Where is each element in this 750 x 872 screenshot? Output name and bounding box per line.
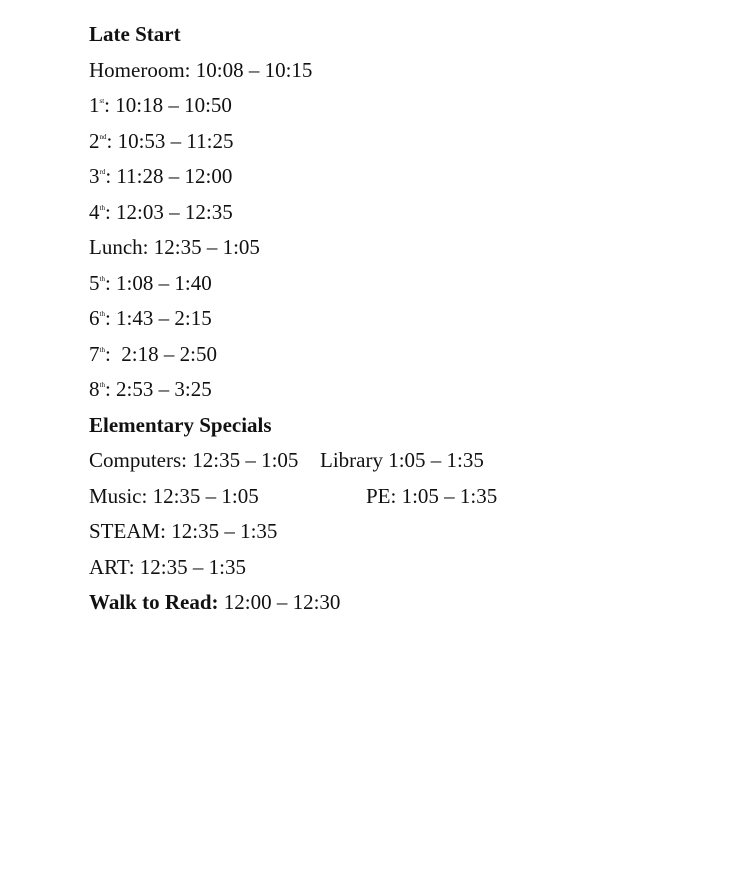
period-3-line (89, 159, 340, 195)
period-7-line (89, 337, 340, 373)
period-number: 3 (89, 164, 100, 188)
specials-row-steam (89, 514, 340, 550)
specials-row-computers-library (89, 443, 484, 479)
period-time: : 1:43 – 2:15 (104, 306, 212, 330)
steam-time: STEAM: 12:35 – 1:35 (89, 519, 278, 543)
homeroom-label: Homeroom: (89, 57, 191, 82)
homeroom-line (89, 53, 340, 89)
schedule-document (89, 17, 498, 621)
period-number: 2 (89, 128, 100, 153)
walk-to-read-label: Walk to Read: (89, 590, 219, 614)
period-6-line (89, 301, 340, 337)
ordinal-suffix: st (99, 97, 105, 105)
music-time: Music: 12:35 – 1:05 (89, 483, 259, 508)
period-time: : 1:08 – 1:40 (104, 270, 212, 295)
period-time: : 12:03 – 12:35 (104, 199, 233, 224)
period-5-line (89, 266, 340, 302)
elementary-specials-heading: Elementary Specials (89, 412, 272, 437)
period-time: : 10:53 – 11:25 (106, 128, 234, 153)
period-1-line (89, 88, 340, 124)
walk-to-read-time: 12:00 – 12:30 (218, 590, 341, 614)
lunch-line (89, 230, 340, 266)
period-8-line (89, 372, 340, 408)
homeroom-time: 10:08 – 10:15 (190, 57, 313, 82)
period-4-line (89, 195, 340, 231)
ordinal-suffix: th (99, 310, 105, 318)
period-number: 6 (89, 306, 100, 330)
late-start-heading: Late Start (89, 22, 181, 46)
ordinal-suffix: nd (99, 132, 107, 141)
period-number: 4 (89, 199, 100, 224)
computers-time: Computers: 12:35 – 1:05 (89, 448, 299, 472)
lunch-label: Lunch: (89, 235, 149, 259)
pe-time: PE: 1:05 – 1:35 (366, 483, 498, 508)
period-number: 5 (89, 270, 100, 295)
period-2-line (89, 124, 340, 160)
lunch-time: 12:35 – 1:05 (148, 235, 260, 259)
period-time: : 2:53 – 3:25 (104, 377, 212, 401)
period-time: : 2:18 – 2:50 (104, 341, 217, 366)
period-number: 1 (89, 93, 100, 117)
period-time: : 10:18 – 10:50 (104, 93, 232, 117)
library-time: Library 1:05 – 1:35 (320, 448, 484, 472)
ordinal-suffix: th (99, 203, 105, 212)
period-number: 7 (89, 341, 100, 366)
ordinal-suffix: th (99, 274, 105, 283)
period-number: 8 (89, 377, 100, 401)
ordinal-suffix: rd (99, 168, 106, 176)
ordinal-suffix: th (99, 345, 105, 354)
ordinal-suffix: th (99, 381, 105, 389)
specials-row-art (89, 550, 340, 586)
walk-to-read-line (89, 585, 340, 621)
specials-row-music-pe (89, 479, 498, 515)
art-time: ART: 12:35 – 1:35 (89, 554, 246, 579)
period-time: : 11:28 – 12:00 (105, 164, 233, 188)
